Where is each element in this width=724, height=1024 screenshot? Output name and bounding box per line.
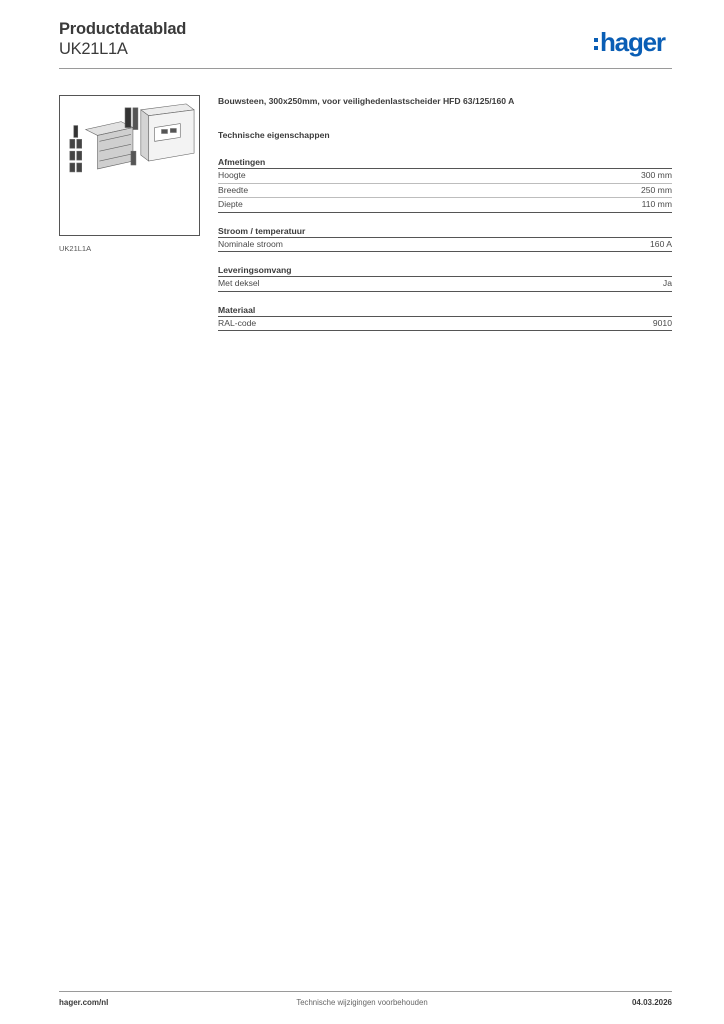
- property-label: Breedte: [218, 184, 249, 195]
- group-title: Leveringsomvang: [218, 264, 672, 277]
- property-value: 250 mm: [640, 184, 672, 195]
- property-row: [218, 317, 672, 332]
- properties-group-current: [218, 225, 672, 253]
- property-value: 110 mm: [641, 199, 672, 209]
- property-row: [218, 238, 672, 253]
- properties-group-material: [218, 304, 672, 332]
- group-title: Afmetingen: [218, 156, 672, 169]
- product-illustration-icon: [60, 96, 199, 235]
- property-value: 300 mm: [640, 170, 672, 180]
- product-description: Bouwsteen, 300x250mm, voor veilighedenlastscheider HFD 63/125/160 A: [218, 96, 515, 106]
- property-value: Ja: [662, 278, 672, 288]
- image-caption: UK21L1A: [59, 244, 92, 253]
- property-row: [218, 277, 672, 292]
- header-divider: [59, 68, 672, 69]
- property-label: Nominale stroom: [218, 238, 283, 249]
- product-details: [218, 96, 672, 343]
- properties-group-dimensions: [218, 156, 672, 213]
- logo-dots-icon: [594, 38, 598, 50]
- document-title: Productdatablad: [59, 20, 187, 38]
- property-row: [218, 198, 672, 213]
- property-value: 160 A: [650, 238, 672, 249]
- footer-website-link[interactable]: hager.com/nl: [59, 998, 109, 1007]
- hager-logo[interactable]: [594, 27, 665, 57]
- property-label: Diepte: [218, 199, 243, 209]
- property-label: RAL-code: [218, 317, 257, 328]
- footer-disclaimer: Technische wijzigingen voorbehouden: [296, 998, 428, 1007]
- footer-date: 04.03.2026: [631, 998, 672, 1007]
- property-row: [218, 169, 672, 184]
- property-label: Met deksel: [218, 278, 260, 288]
- properties-group-delivery: [218, 264, 672, 292]
- property-value: 9010: [652, 317, 672, 328]
- group-title: Materiaal: [218, 304, 672, 317]
- logo-text: hager: [600, 27, 665, 57]
- product-code: UK21L1A: [59, 40, 128, 58]
- group-title: Stroom / temperatuur: [218, 225, 672, 238]
- property-label: Hoogte: [218, 170, 246, 180]
- section-title: Technische eigenschappen: [218, 130, 330, 140]
- footer-divider: [59, 991, 672, 992]
- product-image: [59, 95, 200, 236]
- property-row: [218, 184, 672, 199]
